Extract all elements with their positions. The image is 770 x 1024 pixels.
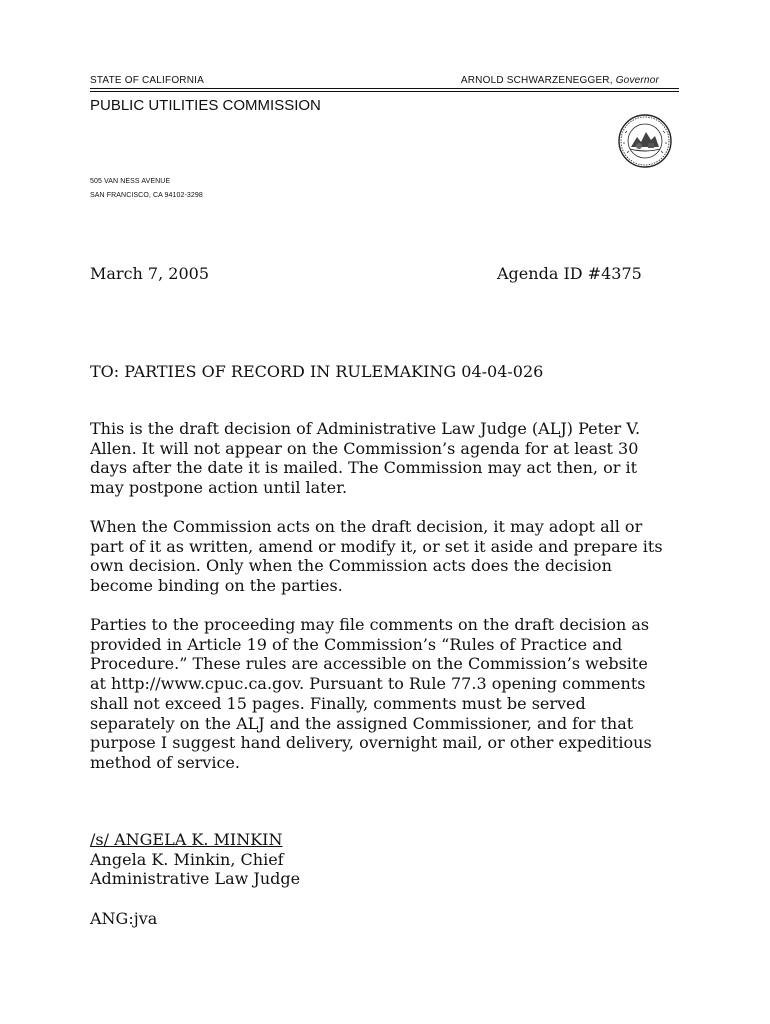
paragraph-2 [90,517,690,596]
paragraph-line: provided in Article 19 of the Commission’s “Rules of Practice and [90,634,623,654]
paragraph-line: This is the draft decision of Administrative Law Judge (ALJ) Peter V. [90,419,641,438]
letter-date: March 7, 2005 [90,264,209,283]
paragraph-1 [90,419,690,498]
paragraph-line: method of service. [90,752,240,772]
paragraph-line: at http://www.cpuc.ca.gov. Pursuant to Rule 77.3 opening comments [90,674,646,694]
address-line-1: 505 VAN NESS AVENUE [90,178,171,185]
paragraph-line: separately on the ALJ and the assigned Commissioner, and for that [90,713,634,733]
governor-name: ARNOLD SCHWARZENEGGER, [460,75,613,86]
signature-signed: /s/ ANGELA K. MINKIN [90,830,283,849]
state-label: STATE OF CALIFORNIA [90,75,204,86]
paragraph-line: may postpone action until later. [90,478,348,498]
paragraph-line: part of it as written, amend or modify it, or set it aside and prepare its [90,536,663,556]
signature-block [90,830,690,889]
paragraph-3 [90,615,690,773]
governor-title: Governor [615,75,659,86]
header-rule-bottom [90,91,679,92]
signature-name: Angela K. Minkin, Chief [90,849,284,869]
header-rule-top [90,88,679,89]
paragraph-line: Allen. It will not appear on the Commission’s agenda for at least 30 [90,438,639,458]
paragraph-line: days after the date it is mailed. The Commission may act then, or it [90,458,638,478]
agency-name: PUBLIC UTILITIES COMMISSION [90,97,321,114]
governor-line [461,75,659,86]
paragraph-line: Procedure.” These rules are accessible on the Commission’s website [90,654,648,674]
paragraph-line: purpose I suggest hand delivery, overnight mail, or other expeditious [90,733,652,753]
paragraph-line: shall not exceed 15 pages. Finally, comments must be served [90,693,586,713]
paragraph-line: become binding on the parties. [90,576,343,596]
typist-initials: ANG:jva [90,909,158,928]
paragraph-line: Parties to the proceeding may file comments on the draft decision as [90,615,650,634]
paragraph-line: own decision. Only when the Commission acts does the decision [90,556,612,576]
state-seal-icon [617,113,673,169]
paragraph-line: When the Commission acts on the draft decision, it may adopt all or [90,517,643,536]
agenda-id: Agenda ID #4375 [497,264,642,283]
signature-title: Administrative Law Judge [90,869,301,889]
addressee-line: TO: PARTIES OF RECORD IN RULEMAKING 04-04-026 [90,362,544,381]
address-line-2: SAN FRANCISCO, CA 94102-3298 [90,192,203,199]
